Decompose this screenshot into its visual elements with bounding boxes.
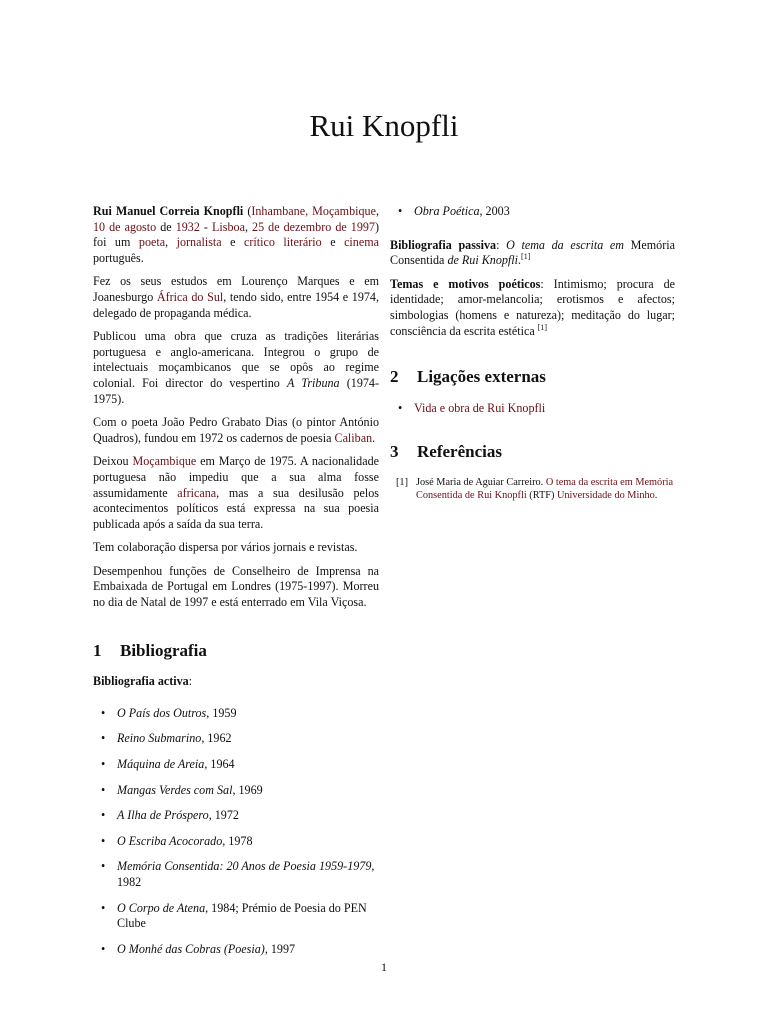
book-title: Máquina de Areia [117,757,205,772]
book-list [93,706,379,958]
page-title: Rui Knopfli [309,108,459,143]
africa-do-sul-link[interactable]: África do Sul [156,289,224,304]
book-title: O Escriba Acocorado [117,833,223,848]
book-list-continued [390,204,675,220]
birthdate-link[interactable]: 10 de agosto [93,219,157,234]
left-column [93,204,379,957]
person-name: Rui Manuel Correia Knopfli [93,204,244,218]
section-heading-referencias: 3 Referências [390,442,502,462]
book-title: Obra Poética [414,204,480,218]
book-title: O País dos Outros [117,705,207,720]
studies-paragraph: Fez os seus estudos em Lourenço Marques e em Joanesburgo África do Sul, tendo sido, entre 1954 e 1974, delegado de propaganda médica. [93,274,379,320]
book-item: • Reino Submarino, 1962 [93,731,379,747]
caliban-link[interactable]: Caliban [334,430,373,445]
citation-ref[interactable]: [1] [537,322,548,332]
temas-paragraph: Temas e motivos poéticos: Intimismo; procura de identidade; amor-melancolia; erotismos e afectos; simbologias (homens e natureza); meditação do lugar; consciência da escrita estética [1] [390,276,676,338]
intro-paragraph: Rui Manuel Correia Knopfli (Inhambane, Moçambique, 10 de agosto de 1932 - Lisboa, 25 de dezembro de 1997) foi um poeta, jornalista e crítico literário e cinema português. [93,204,380,265]
career-paragraph: Desempenhou funções de Conselheiro de Imprensa na Embaixada de Portugal em Londres (1975-1997). Morreu no dia de Natal de 1997 e está enterrado em Vila Viçosa. [93,563,379,610]
collaboration-paragraph: Tem colaboração dispersa por vários jornais e revistas. [93,540,358,555]
publisher-link[interactable]: Universidade do Minho. [556,489,658,501]
bibliografia-activa-label: Bibliografia activa: [93,674,193,689]
external-link-item [390,401,675,417]
page-number: 1 [381,960,387,974]
book-title: O Monhé das Cobras (Poesia) [117,941,265,956]
work-paragraph: Publicou uma obra que cruza as tradições literárias portuguesa e anglo-americana. Integrou o grupo de intelectuais moçambicanos que se opôs ao regime colonial. Foi director do vespertino A Tribuna (1974-1975). [93,329,379,406]
book-title: Mangas Verdes com Sal [117,782,233,797]
external-links-list [390,401,675,417]
reference-label: [1] [396,476,409,488]
book-item: • A Ilha de Próspero, 1972 [93,808,379,824]
caliban-paragraph: Com o poeta João Pedro Grabato Dias (o pintor António Quadros), fundou em 1972 os cadernos de poesia Caliban. [93,415,379,445]
book-title: Reino Submarino [117,731,202,746]
reference-item: [1] José Maria de Aguiar Carreiro. O tema da escrita em Memória Consentida de Rui Knopfli (RTF) Universidade do Minho. [396,476,674,501]
section-heading-ligacoes: 2 Ligações externas [390,367,546,387]
cinema-link[interactable]: cinema [344,235,379,250]
newspaper-title: A Tribuna [286,375,340,390]
book-item: • Memória Consentida: 20 Anos de Poesia 1959-1979, 1982 [93,859,379,890]
bibliografia-passiva: Bibliografia passiva: O tema da escrita em Memória Consentida de Rui Knopfli.[1] [390,237,675,268]
africana-link[interactable]: africana [177,485,217,500]
book-item: • O Escriba Acocorado, 1978 [93,834,379,850]
book-title: Memória Consentida: 20 Anos de Poesia 1959-1979 [117,859,372,874]
external-link[interactable]: Vida e obra de Rui Knopfli [414,400,546,415]
mocambique-link[interactable]: Moçambique [132,454,197,469]
deathplace-link[interactable]: Lisboa [212,219,245,234]
book-title: O Corpo de Atena [117,900,206,915]
book-item: • O Corpo de Atena, 1984; Prémio de Poesia do PEN Clube [93,901,379,932]
book-item: • O País dos Outros, 1959 [93,706,379,722]
birthyear-link[interactable]: 1932 [175,219,200,234]
citation-ref[interactable]: [1] [521,252,531,262]
section-heading-bibliografia: 1 Bibliografia [93,640,207,660]
departure-paragraph: Deixou Moçambique em Março de 1975. A nacionalidade portuguesa não impediu que a sua alma fosse assumidamente africana, mas a sua desilusão pelos acontecimentos políticos está expressa na sua poesia publicada após a saída da sua terra. [93,454,380,531]
deathdate-link[interactable]: 25 de dezembro de 1997 [252,219,375,234]
jornalista-link[interactable]: jornalista [176,235,222,250]
book-item: • Máquina de Areia, 1964 [93,757,379,773]
reference-link[interactable]: O tema da escrita em Memória Consentida de Rui Knopfli [416,476,674,501]
critico-literario-link[interactable]: crítico literário [244,235,322,250]
right-column [390,204,675,502]
book-item: • Obra Poética, 2003 [390,204,675,220]
book-item: • O Monhé das Cobras (Poesia), 1997 [93,942,379,958]
birthplace-link[interactable]: Inhambane, Moçambique [251,204,376,218]
poeta-link[interactable]: poeta [138,235,166,250]
book-title: A Ilha de Próspero [117,808,209,823]
book-item: • Mangas Verdes com Sal, 1969 [93,783,379,799]
